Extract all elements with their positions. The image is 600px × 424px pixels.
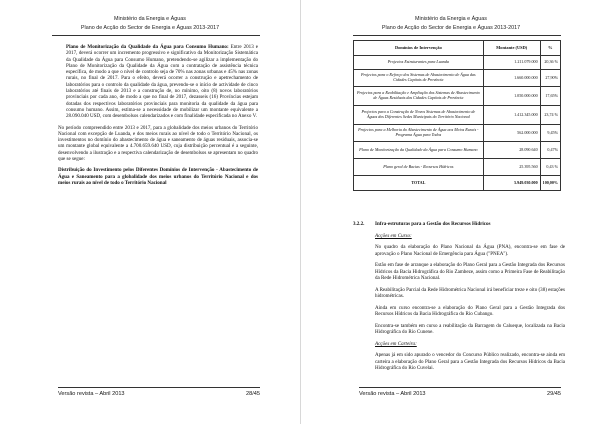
right-page — [300, 0, 600, 424]
total-percent: 100,00% — [540, 176, 560, 191]
amount-cell: 1.211.079.000 — [483, 56, 540, 70]
domain-cell: Projectos Estruturantes para Luanda — [354, 56, 484, 70]
table-row — [354, 106, 561, 125]
column-header: Montante (USD) — [483, 41, 540, 56]
page-footer — [359, 387, 561, 397]
subheading-in-progress: Acções em Curso: — [375, 232, 412, 239]
section-title: Infra-estruturas para a Gestão dos Recursos Hídricos — [375, 221, 491, 227]
percent-cell: 17,65% — [540, 87, 560, 106]
domain-cell: Projectos para o Reforço dos Sistemas de Abastecimento de Água das Cidades Capitais de Província — [354, 70, 484, 87]
section-paragraph: No quadro da elaboração do Plano Nacional da Água (PNA), encontra-se em fase de aprovação o Plano Nacional de Emergência para Água ("PNEA"). — [375, 244, 565, 257]
section-paragraph: Ainda em curso encontra-se a elaboração do Plano Geral para a Gestão Integrada dos Recursos Hídricos da Bacia Hidrográfica do Rio Cubango. — [375, 304, 565, 317]
percent-cell: 0,47% — [540, 142, 560, 159]
footer-page-number: 29/45 — [547, 391, 561, 397]
amount-cell: 562.000.000 — [483, 125, 540, 142]
footer-page-number: 28/45 — [246, 391, 260, 397]
footer-version: Versão revista – Abril 2013 — [359, 391, 426, 397]
table-row — [354, 125, 561, 142]
header-rule — [52, 35, 260, 36]
domain-cell: Projectos para a Construção de Novos Sistemas de Abastecimento de Águas dos Diferentes Sedes Municipais do Território Nacional — [354, 106, 484, 125]
column-header: % — [540, 41, 560, 56]
table-row — [354, 87, 561, 106]
investment-table — [353, 40, 561, 191]
total-amount: 5.949.030.000 — [483, 176, 540, 191]
page-footer — [58, 387, 260, 397]
domain-cell: Plano de Monitorização da Qualidade da Água para Consumo Humano — [354, 142, 484, 159]
monitoring-title: Plano de Monitorização da Qualidade da Água para Consumo Humano: — [66, 44, 229, 50]
amount-cell: 1.660.000.000 — [483, 70, 540, 87]
page-header — [0, 15, 300, 33]
section-paragraph: Encontra-se também em curso a reabilitação da Barragem do Calueque, localizada na Bacia Hidrográfica do Rio Cunene. — [375, 322, 565, 335]
percent-cell: 9,45% — [540, 125, 560, 142]
amount-cell: 1.050.000.000 — [483, 87, 540, 106]
table-row — [354, 142, 561, 159]
table-header-row — [354, 41, 561, 56]
table-row — [354, 159, 561, 176]
column-header: Domínios de Intervenção — [354, 41, 484, 56]
domain-cell: Projectos para a Melhoria do Abastecimento de Água aos Meios Rurais - Programa Água para Todos — [354, 125, 484, 142]
plan-title: Plano de Acção do Sector de Energia e Águas 2013-2017 — [381, 24, 521, 31]
table-row — [354, 56, 561, 70]
footer-version: Versão revista – Abril 2013 — [58, 391, 125, 397]
table-row — [354, 70, 561, 87]
investment-paragraph: No período compreendido entre 2013 e 2017, para a globalidade dos meios urbanos do Território Nacional com excepção de Luanda, e dos meios rurais ao nível de todo o Território Nacional, os investimentos no domínio do abastecimento de água e saneamento de águas residuais, associa-se um montante global equivalente a 4.700.659.640 USD, cuja distribuição percentual é a seguinte, desenvolvendo a ilustração e a respectiva calendarização de desembolsos se apresentam no quadro que se segue: — [58, 124, 258, 163]
page-header — [301, 15, 600, 33]
left-body — [58, 44, 258, 191]
monitoring-text: Entre 2013 e 2017, deverá ocorrer um incremento progressivo e significativo da Monitorização Sistemática da Qualidade da Água para Consumo Humano, pretendendo-se agilizar a implementação do Plano de Monitorização da Qualidade da Água com a contratação de assistência técnica específica, de modo a que o nível de controlo seja de 70% nas zonas urbanas e 45% nas zonas rurais, no final de 2017. Para o efeito, deverá ocorrer a construção e apetrechamento de laboratórios para o controlo da qualidade da água, prevendo-se o início de actividade de cinco laboratórios até finais de 2013 e a construção de, no mínimo, oito (8) novos laboratórios provinciais por cada ano, de modo a que no final de 2017, dezasseis (16) Províncias estejam dotadas dos respectivos laboratórios provinciais para monitoria da qualidade da água para consumo humano. Assim, estima-se a necessidade de mobilizar um montante equivalente a 28.090.040 USD, com desembolsos calendarizados e com finalidade especificada no Anexo V. — [66, 44, 258, 120]
ministry-title: Ministério da Energia e Águas — [415, 16, 487, 22]
amount-cell: 1.412.345.000 — [483, 106, 540, 125]
section-body — [375, 221, 565, 377]
distribution-heading: Distribuição do Investimento pelos Diferentes Domínios de Intervenção - Abastecimento de Água e Saneamento para a globalidade dos meios urbanos do Território Nacional e dos meios rurais ao nível de todo o Território Nacional — [58, 167, 258, 186]
monitoring-paragraph — [58, 44, 258, 120]
percent-cell: 20,36 % — [540, 56, 560, 70]
ministry-title: Ministério da Energia e Águas — [114, 16, 186, 22]
percent-cell: 27,90% — [540, 70, 560, 87]
section-paragraph: A Reabilitação Parcial da Rede Hidrométrica Nacional irá beneficiar treze e oito (38) estações hidrométricas. — [375, 286, 565, 299]
total-label: TOTAL — [354, 176, 484, 191]
table-total-row — [354, 176, 561, 191]
header-rule — [353, 35, 561, 36]
section-paragraph: Estão em fase de arranque a elaboração do Plano Geral para a Gestão Integrada dos Recursos Hídricos da Bacia Hidrográfica do Rio Zambeze, assim como a Primeira Fase de Reabilitação da Rede Hidrométrica Nacional. — [375, 262, 565, 281]
subheading-portfolio: Acções em Carteira: — [375, 340, 417, 347]
section-paragraph: Apenas já em sido apurado o vencedor do Concurso Público realizado, encontra-se ainda em carteira a elaboração do Plano Geral para a Gestão Integrada dos Recursos Hídricos da Bacia Hidrográfica do Rio Cuvelai. — [375, 352, 565, 371]
domain-cell: Projectos para a Reabilitação e Ampliação dos Sistemas de Abastecimento de Águas Residuais das Cidades Capitais de Província — [354, 87, 484, 106]
plan-title: Plano de Acção do Sector de Energia e Águas 2013-2017 — [80, 24, 220, 31]
percent-cell: 0,43 % — [540, 159, 560, 176]
percent-cell: 23,74 % — [540, 106, 560, 125]
amount-cell: 25.395.560 — [483, 159, 540, 176]
section-number: 3.2.2. — [353, 221, 365, 227]
domain-cell: Plano geral de Bacias - Recursos Hídricos — [354, 159, 484, 176]
amount-cell: 28.090.640 — [483, 142, 540, 159]
